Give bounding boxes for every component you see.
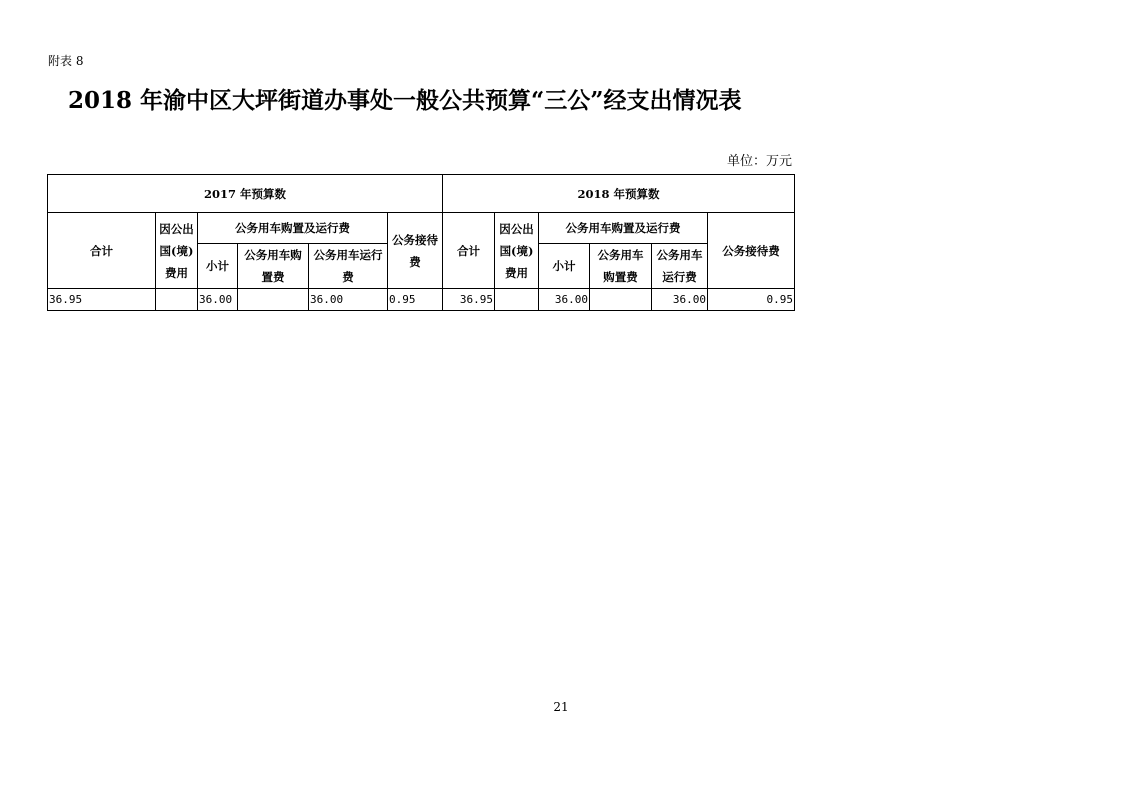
group-header-2018: 2018 年预算数 [443,175,795,213]
header-vehicle-purchase-2017: 公务用车购置费 [238,244,309,289]
cell-2017-vehicle-run: 36.00 [309,289,388,311]
header-vehicle-run-2018: 公务用车运行费 [652,244,708,289]
cell-2018-reception: 0.95 [708,289,795,311]
cell-2017-subtotal: 36.00 [198,289,238,311]
page-number: 21 [553,700,569,714]
header-vehicle-group-2018: 公务用车购置及运行费 [539,213,708,244]
header-vehicle-run-2017: 公务用车运行费 [309,244,388,289]
header-subtotal-2017: 小计 [198,244,238,289]
header-vehicle-purchase-2018: 公务用车购置费 [590,244,652,289]
appendix-label: 附表 8 [48,54,84,68]
cell-2017-total: 36.95 [48,289,156,311]
cell-2018-total: 36.95 [443,289,495,311]
header-abroad-2017: 因公出国(境)费用 [156,213,198,289]
cell-2018-vehicle-run: 36.00 [652,289,708,311]
header-vehicle-group-2017: 公务用车购置及运行费 [198,213,388,244]
group-header-2017: 2017 年预算数 [48,175,443,213]
table-row [48,289,795,311]
cell-2017-abroad [156,289,198,311]
cell-2017-vehicle-purchase [238,289,309,311]
budget-table [47,174,795,311]
cell-2018-vehicle-purchase [590,289,652,311]
header-subtotal-2018: 小计 [539,244,590,289]
cell-2017-reception: 0.95 [388,289,443,311]
cell-2018-subtotal: 36.00 [539,289,590,311]
header-total-2018: 合计 [443,213,495,289]
header-row-years [48,175,795,213]
unit-label: 单位：万元 [726,154,792,169]
header-row-categories [48,213,795,244]
cell-2018-abroad [495,289,539,311]
header-total-2017: 合计 [48,213,156,289]
header-reception-2018: 公务接待费 [708,213,795,289]
header-abroad-2018: 因公出国(境)费用 [495,213,539,289]
page-title: 2018 年渝中区大坪街道办事处一般公共预算“三公”经支出情况表 [68,87,742,114]
header-reception-2017: 公务接待费 [388,213,443,289]
